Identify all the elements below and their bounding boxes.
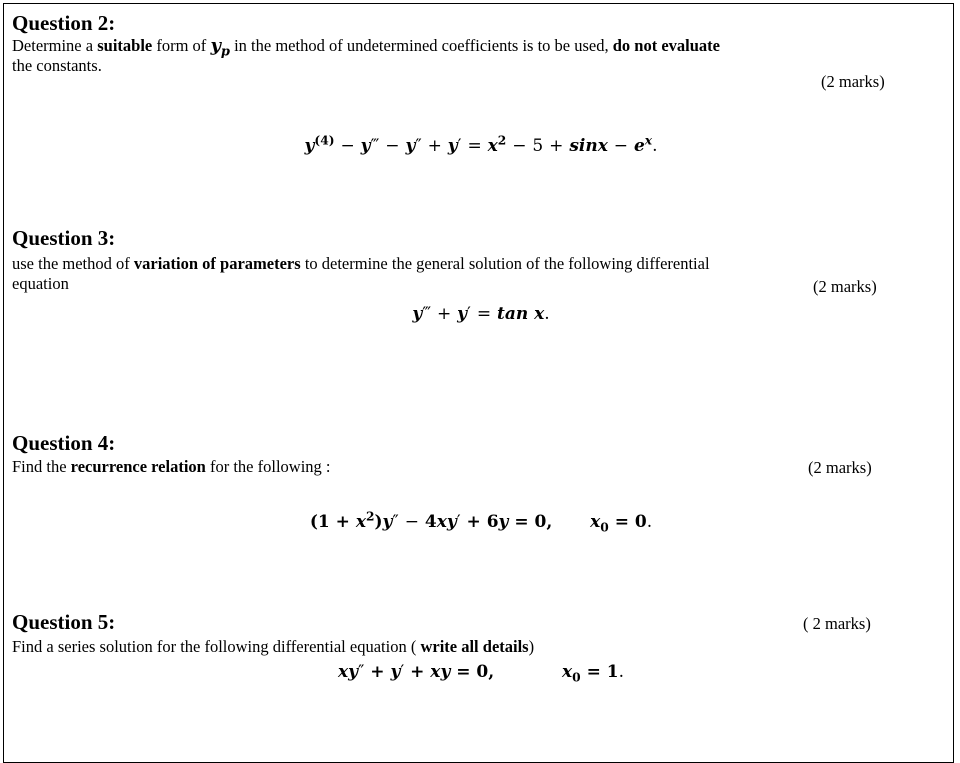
question-2-marks: (2 marks) (821, 72, 885, 91)
question-2-title: Question 2: (12, 11, 116, 35)
question-3-line-1: use the method of variation of parameters to determine the general solution of the following differential (12, 254, 710, 273)
question-4-line-1: Find the recurrence relation for the following : (12, 457, 331, 476)
question-2 (12, 11, 950, 201)
question-5 (12, 610, 950, 730)
question-4 (12, 431, 950, 591)
question-5-equation: xy″ + y′ + xy = 0, $x_0 = 1$. (337, 662, 625, 685)
question-2-line-2: the constants. (12, 56, 102, 75)
emphasis-write-all-details: write all details (420, 637, 529, 656)
question-5-title: Question 5: (12, 610, 116, 634)
question-4-marks: (2 marks) (808, 458, 872, 477)
emphasis-suitable: suitable (97, 36, 153, 55)
question-2-line-1: Determine a suitable form of $y_p$ in the method of undetermined coefficients is to be used, do not evaluate (12, 35, 720, 60)
question-2-equation: $y^{(4)}$ − y‴ − $y'' + y' = x^2 - 5 + \sin x - e^x$. (304, 133, 658, 156)
question-4-title: Question 4: (12, 431, 116, 455)
question-5-marks: ( 2 marks) (803, 614, 871, 633)
question-3-title: Question 3: (12, 226, 116, 250)
emphasis-do-not-evaluate: do not evaluate (612, 36, 720, 55)
question-3-equation: y‴ + y′ = tan x. (412, 304, 550, 324)
question-3-line-2: equation (12, 274, 69, 293)
emphasis-recurrence-relation: recurrence relation (70, 457, 206, 476)
question-4-equation: $(1 + x^2)y'' - 4xy' + 6y = 0$, $x_0 = 0$. (309, 509, 653, 535)
question-5-line-1: Find a series solution for the following differential equation ( write all details) (12, 637, 535, 656)
question-3 (12, 226, 950, 406)
symbol-y-p: $y_p$ (210, 35, 230, 60)
question-3-marks: (2 marks) (813, 277, 877, 296)
emphasis-variation-of-parameters: variation of parameters (133, 254, 301, 273)
